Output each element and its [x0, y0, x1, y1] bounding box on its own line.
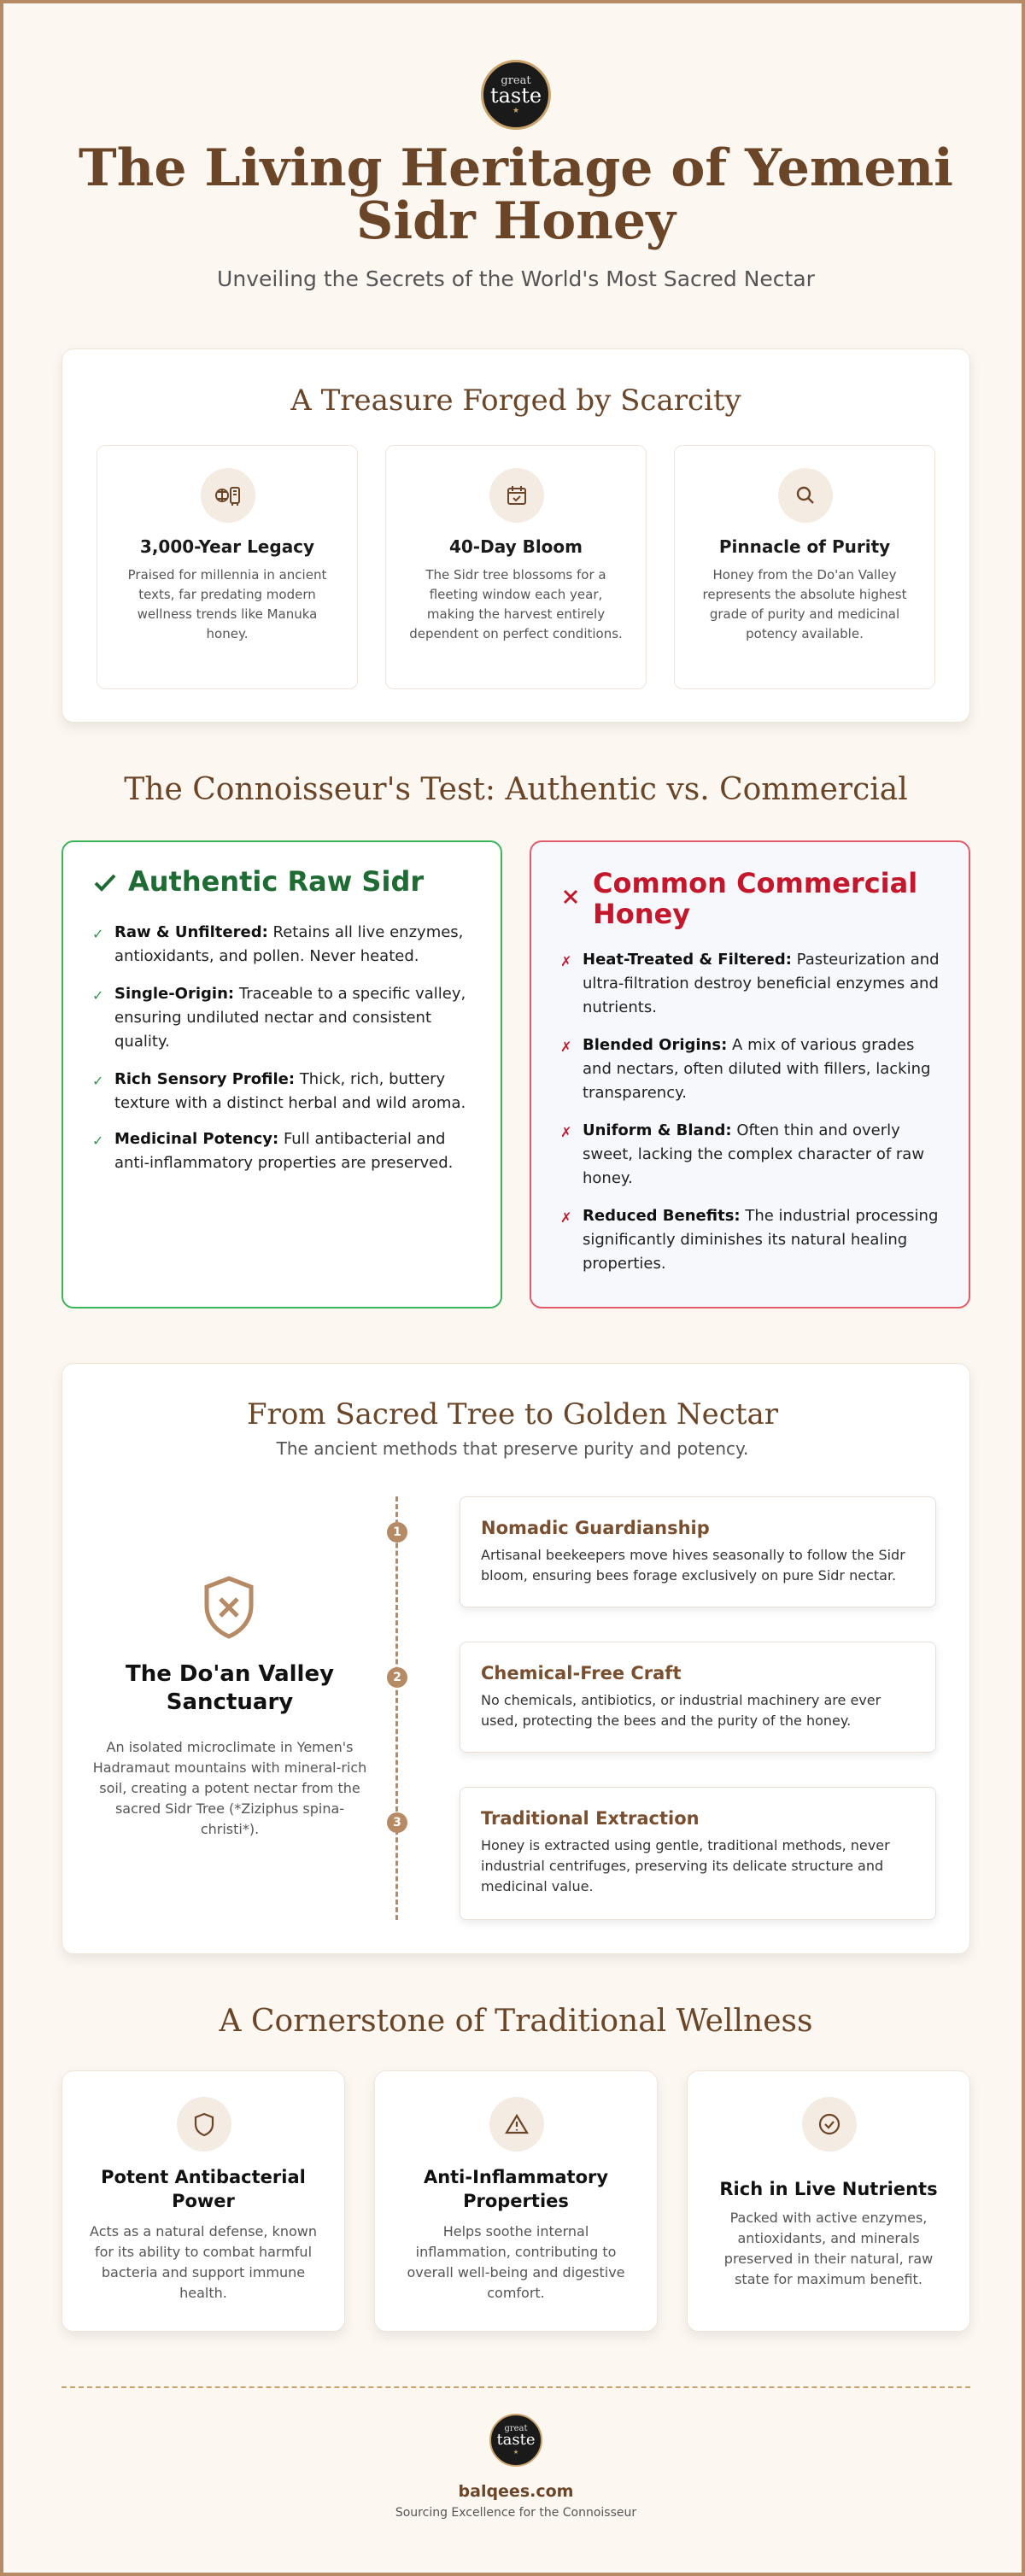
step-card — [460, 1787, 936, 1920]
item-text: Pasteurization and ultra-filtration destroy beneficial enzymes and nutrients. — [583, 951, 940, 1016]
step-title: Nomadic Guardianship — [481, 1518, 710, 1538]
timeline-line — [395, 1496, 398, 1920]
commercial-item — [557, 1204, 943, 1276]
commercial-card — [530, 840, 970, 1308]
footer-great-taste-logo — [489, 2414, 542, 2467]
wellness-card-anti-inflammatory — [374, 2070, 658, 2332]
step-text: No chemicals, antibiotics, or industrial machinery are ever used, protecting the bees and the purity of the honey. — [481, 1692, 882, 1729]
item-text: Full antibacterial and anti-inflammatory properties are preserved. — [114, 1130, 454, 1172]
scarcity-section — [62, 348, 970, 723]
search-icon — [778, 468, 833, 523]
item-label: Medicinal Potency: — [114, 1130, 279, 1148]
wellness-card-title: Rich in Live Nutrients — [719, 2179, 938, 2199]
check-mark-icon: ✓ — [92, 1133, 104, 1149]
wellness-title: A Cornerstone of Traditional Wellness — [219, 2004, 813, 2039]
comparison-title: The Connoisseur's Test: Authentic vs. Commercial — [124, 772, 908, 807]
authentic-item — [89, 921, 475, 969]
check-mark-icon: ✓ — [92, 1073, 104, 1089]
wellness-card-title: Potent Antibacterial Power — [101, 2167, 306, 2211]
cross-mark-icon: ✗ — [560, 1124, 572, 1140]
check-mark-icon: ✓ — [92, 926, 104, 942]
scarcity-card-legacy — [97, 445, 358, 689]
commercial-title: Common Commercial Honey — [593, 867, 918, 930]
page-subtitle: Unveiling the Secrets of the World's Most Sacred Nectar — [217, 266, 815, 291]
step-title: Chemical-Free Craft — [481, 1663, 682, 1683]
check-circle-icon — [802, 2097, 857, 2152]
process-subtitle: The ancient methods that preserve purity and potency. — [276, 1438, 749, 1459]
wellness-card-nutrients — [687, 2070, 970, 2332]
scarcity-card-bloom — [385, 445, 647, 689]
scarcity-card-purity — [674, 445, 935, 689]
item-label: Uniform & Bland: — [583, 1121, 732, 1139]
badge-star: ★ — [512, 106, 520, 115]
footer-divider — [62, 2386, 970, 2388]
step-text: Artisanal beekeepers move hives seasonally to follow the Sidr bloom, ensuring bees forage exclusively on pure Sidr nectar. — [481, 1547, 905, 1584]
authentic-item — [89, 982, 475, 1054]
wellness-card-text: Packed with active enzymes, antioxidants, and minerals preserved in their natural, raw state for maximum benefit. — [723, 2210, 934, 2287]
item-label: Reduced Benefits: — [583, 1207, 741, 1225]
close-icon — [560, 887, 581, 910]
scarcity-card-title: 3,000-Year Legacy — [139, 536, 315, 557]
page-title: The Living Heritage of Yemeni Sidr Honey — [79, 138, 953, 251]
item-text: A mix of various grades and nectars, often diluted with fillers, lacking transparency. — [583, 1036, 931, 1102]
authentic-title: Authentic Raw Sidr — [128, 865, 425, 898]
commercial-item — [557, 1119, 943, 1191]
badge-line2: taste — [496, 2431, 536, 2449]
step-number: 3 — [387, 1812, 407, 1833]
check-mark-icon: ✓ — [92, 987, 104, 1004]
shield-icon — [177, 2097, 231, 2152]
authentic-item — [89, 1127, 475, 1175]
great-taste-badge-logo — [481, 60, 551, 130]
shield-cross-icon — [202, 1575, 256, 1643]
commercial-item — [557, 1033, 943, 1105]
step-title: Traditional Extraction — [481, 1808, 700, 1829]
cross-mark-icon: ✗ — [560, 953, 572, 969]
footer-tagline: Sourcing Excellence for the Connoisseur — [395, 2506, 637, 2520]
commercial-item — [557, 948, 943, 1020]
cross-mark-icon: ✗ — [560, 1209, 572, 1226]
process-title: From Sacred Tree to Golden Nectar — [246, 1397, 779, 1431]
item-label: Single-Origin: — [114, 985, 235, 1003]
badge-star: ★ — [512, 2449, 519, 2456]
wellness-card-antibacterial — [62, 2070, 345, 2332]
item-label: Blended Origins: — [583, 1036, 728, 1054]
scarcity-card-title: Pinnacle of Purity — [718, 536, 891, 557]
step-number: 2 — [387, 1667, 407, 1688]
item-text: Retains all live enzymes, antioxidants, and pollen. Never heated. — [114, 923, 464, 965]
step-number: 1 — [387, 1522, 407, 1543]
warning-icon — [489, 2097, 544, 2152]
wellness-card-title: Anti-Inflammatory Properties — [423, 2167, 609, 2211]
wellness-card-text: Helps soothe internal inflammation, contributing to overall well-being and digestive comfort. — [407, 2223, 625, 2301]
authentic-item — [89, 1068, 475, 1115]
step-text: Honey is extracted using gentle, traditional methods, never industrial centrifuges, preserving its delicate structure and medicinal value. — [481, 1837, 890, 1894]
badge-line2: taste — [489, 83, 542, 108]
item-label: Rich Sensory Profile: — [114, 1070, 296, 1088]
footer-site-link[interactable]: balqees.com — [458, 2482, 574, 2501]
cross-mark-icon: ✗ — [560, 1039, 572, 1055]
badge-line1: great — [501, 73, 531, 87]
heritage-icon — [201, 468, 255, 523]
item-label: Heat-Treated & Filtered: — [583, 951, 792, 969]
scarcity-title: A Treasure Forged by Scarcity — [290, 383, 741, 418]
calendar-icon — [489, 468, 544, 523]
item-text: The industrial processing significantly diminishes its natural healing properties. — [583, 1207, 939, 1273]
check-icon — [92, 869, 118, 899]
sanctuary-title: The Do'an Valley Sanctuary — [125, 1661, 335, 1715]
scarcity-card-title: 40-Day Bloom — [448, 536, 583, 557]
item-text: Often thin and overly sweet, lacking the complex character of raw honey. — [583, 1121, 925, 1187]
scarcity-card-text: Honey from the Do'an Valley represents the absolute highest grade of purity and medicinal potency available. — [702, 567, 907, 641]
item-text: Thick, rich, buttery texture with a distinct herbal and wild aroma. — [114, 1070, 466, 1112]
scarcity-card-text: Praised for millennia in ancient texts, far predating modern wellness trends like Manuka honey. — [127, 567, 327, 641]
step-card — [460, 1642, 936, 1753]
scarcity-card-text: The Sidr tree blossoms for a fleeting window each year, making the harvest entirely dependent on perfect conditions. — [409, 567, 623, 641]
sanctuary-text: An isolated microclimate in Yemen's Hadramaut mountains with mineral-rich soil, creating a potent nectar from the sacred Sidr Tree (*Ziziphus spina-christi*). — [92, 1739, 367, 1837]
wellness-card-text: Acts as a natural defense, known for its ability to combat harmful bacteria and support immune health. — [90, 2223, 317, 2301]
item-label: Raw & Unfiltered: — [114, 923, 268, 941]
authentic-card — [62, 840, 502, 1308]
step-card — [460, 1496, 936, 1607]
badge-line1: great — [504, 2424, 528, 2433]
item-text: Traceable to a specific valley, ensuring undiluted nectar and consistent quality. — [114, 985, 466, 1051]
